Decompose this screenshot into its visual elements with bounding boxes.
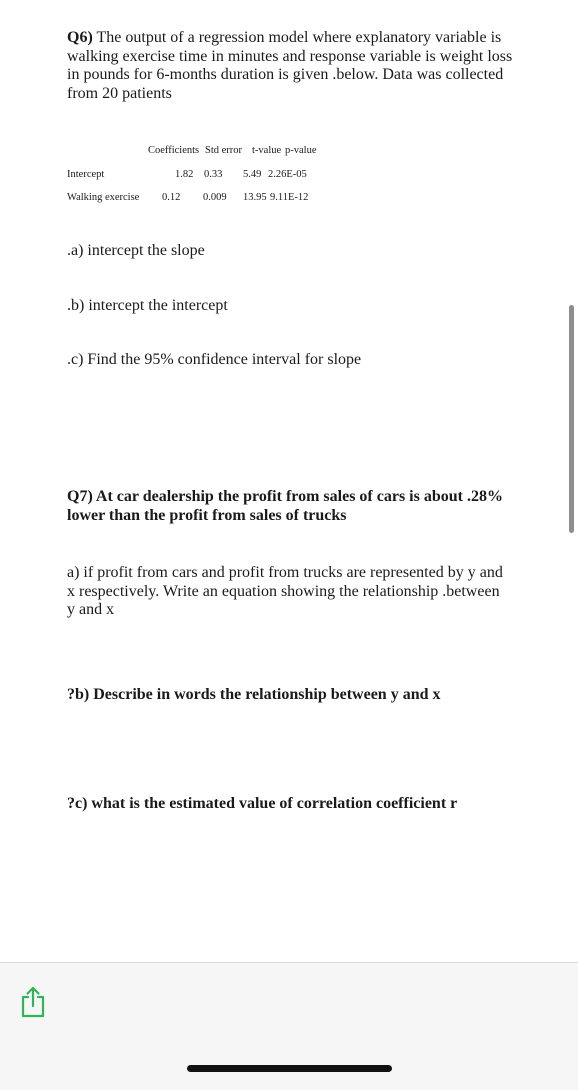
vertical-scrollbar[interactable] (569, 305, 574, 533)
question-6-number: Q6) (67, 29, 93, 46)
bottom-toolbar (0, 962, 578, 1090)
table-header-coefficients: Coefficients (148, 145, 200, 156)
question-6-text (67, 29, 515, 103)
table-header-std-error: Std error (205, 145, 243, 156)
table-header-t-value: t-value (252, 145, 282, 156)
table-cell-p-value: 9.11E-12 (270, 192, 309, 203)
table-cell-t-value: 13.95 (243, 192, 267, 203)
question-7-part-b: ?b) Describe in words the relationship between y and x (67, 686, 441, 703)
question-7-part-a: a) if profit from cars and profit from trucks are represented by y and x respectively. Write an equation showing the relationship .between y and x (67, 564, 503, 618)
table-cell-std-error: 0.33 (204, 169, 223, 180)
table-cell-p-value: 2.26E-05 (268, 169, 307, 180)
table-row-label: Intercept (67, 169, 105, 180)
question-7-text: Q7) At car dealership the profit from sales of cars is about .28% lower than the profit from sales of trucks (67, 488, 503, 524)
share-button[interactable] (18, 985, 48, 1019)
share-icon (18, 985, 48, 1019)
table-cell-std-error: 0.009 (203, 192, 227, 203)
table-cell-coefficient: 1.82 (175, 169, 194, 180)
question-6-part-a: .a) intercept the slope (67, 242, 205, 259)
table-cell-coefficient: 0.12 (162, 192, 181, 203)
question-6-body: The output of a regression model where explanatory variable is walking exercise time in minutes and response variable is weight loss in pounds for 6-months duration is given .below. Data was collected from 20 patients (67, 29, 513, 102)
question-7-part-c: ?c) what is the estimated value of correlation coefficient r (67, 795, 458, 812)
table-cell-t-value: 5.49 (243, 169, 262, 180)
table-row-label: Walking exercise (67, 192, 140, 203)
question-6-part-c: .c) Find the 95% confidence interval for slope (67, 351, 362, 368)
question-6-part-b: .b) intercept the intercept (67, 297, 228, 314)
table-header-p-value: p-value (285, 145, 317, 156)
home-indicator[interactable] (187, 1065, 392, 1072)
